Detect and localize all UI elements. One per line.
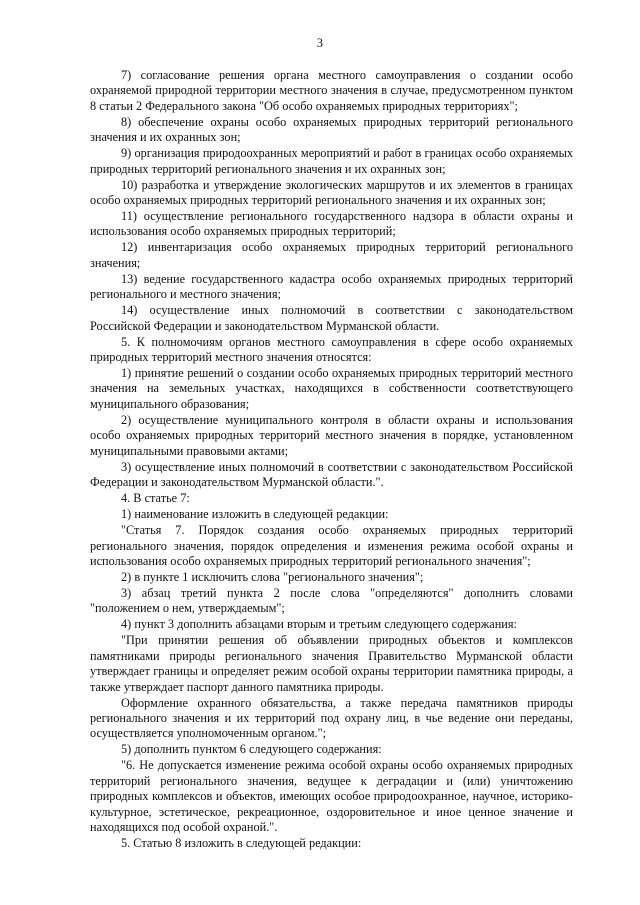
paragraph: 12) инвентаризация особо охраняемых природных территорий регионального значения; (90, 240, 573, 270)
paragraph: 4) пункт 3 дополнить абзацами вторым и третьим следующего содержания: (121, 617, 517, 632)
paragraph: 5. К полномочиям органов местного самоуправления в сфере особо охраняемых природных территорий местного значения относятся: (90, 334, 573, 365)
page-number: 3 (316, 36, 324, 50)
paragraph: 5. Статью 8 изложить в следующей редакции: (121, 835, 362, 850)
paragraph: 7) согласование решения органа местного самоуправления о создании особо охраняемой природной территории местного значения в случае, предусмотренном пунктом 8 статьи 2 Федерального закона "Об особо охраняемых природных территориях"; (90, 68, 573, 113)
paragraph: 9) организация природоохранных мероприятий и работ в границах особо охраняемых природных территорий регионального значения и их охранных зон; (90, 146, 573, 176)
paragraph: 8) обеспечение охраны особо охраняемых природных территорий регионального значения и их охранных зон; (90, 114, 573, 145)
paragraph: 10) разработка и утверждение экологических маршрутов и их элементов в границах особо охраняемых природных территорий регионального значения и их охранных зон; (90, 177, 573, 208)
paragraph: 1) принятие решений о создании особо охраняемых природных территорий местного значения на земельных участках, находящихся в собственности соответствующего муниципального образования; (90, 366, 573, 411)
paragraph: 11) осуществление регионального государственного надзора в области охраны и использования особо охраняемых природных территорий; (90, 209, 573, 239)
paragraph: 4. В статье 7: (121, 491, 190, 506)
paragraph: 3) осуществление иных полномочий в соответствии с законодательством Российской Федерации и законодательством Мурманской области.". (90, 459, 573, 490)
paragraph: "При принятии решения об объявлении природных объектов и комплексов памятниками природы регионального значения Правительство Мурманской области утверждает границы и определяет режим особой охраны территории памятника природы, а также утверждает паспорт данного памятника природы. (90, 633, 573, 694)
paragraph: 5) дополнить пунктом 6 следующего содержания: (121, 742, 382, 757)
paragraph: 1) наименование изложить в следующей редакции: (121, 507, 389, 522)
paragraph: 3) абзац третий пункта 2 после слова "определяются" дополнить словами "положением о нем, утверждаемым"; (90, 585, 573, 616)
paragraph: 14) осуществление иных полномочий в соответствии с законодательством Российской Федерации и законодательством Мурманской области. (90, 303, 573, 333)
paragraph: "Статья 7. Порядок создания особо охраняемых природных территорий регионального значения, порядок определения и изменения режима особой охраны и использования особо охраняемых природных территорий регионального значения"; (90, 523, 573, 568)
paragraph: 2) в пункте 1 исключить слова "регионального значения"; (121, 569, 424, 584)
paragraph: 2) осуществление муниципального контроля в области охраны и использования особо охраняемых природных территорий местного значения в порядке, установленном муниципальными правовыми актами; (90, 412, 573, 458)
document-body (90, 68, 573, 852)
paragraph: Оформление охранного обязательства, а также передача памятников природы регионального значения и их территорий под охрану лиц, в чье ведение они переданы, осуществляется уполномоченным органом."; (90, 695, 573, 741)
paragraph: 13) ведение государственного кадастра особо охраняемых природных территорий регионального и местного значения; (90, 271, 573, 302)
paragraph: "6. Не допускается изменение режима особой охраны особо охраняемых природных территорий регионального значения, ведущее к деградации и (или) уничтожению природных комплексов и объектов, имеющих особое природоохранное, научное, историко-культурное, эстетическое, рекреационное, оздоровительное и иное ценное значение и находящихся под особой охраной.". (90, 758, 573, 834)
